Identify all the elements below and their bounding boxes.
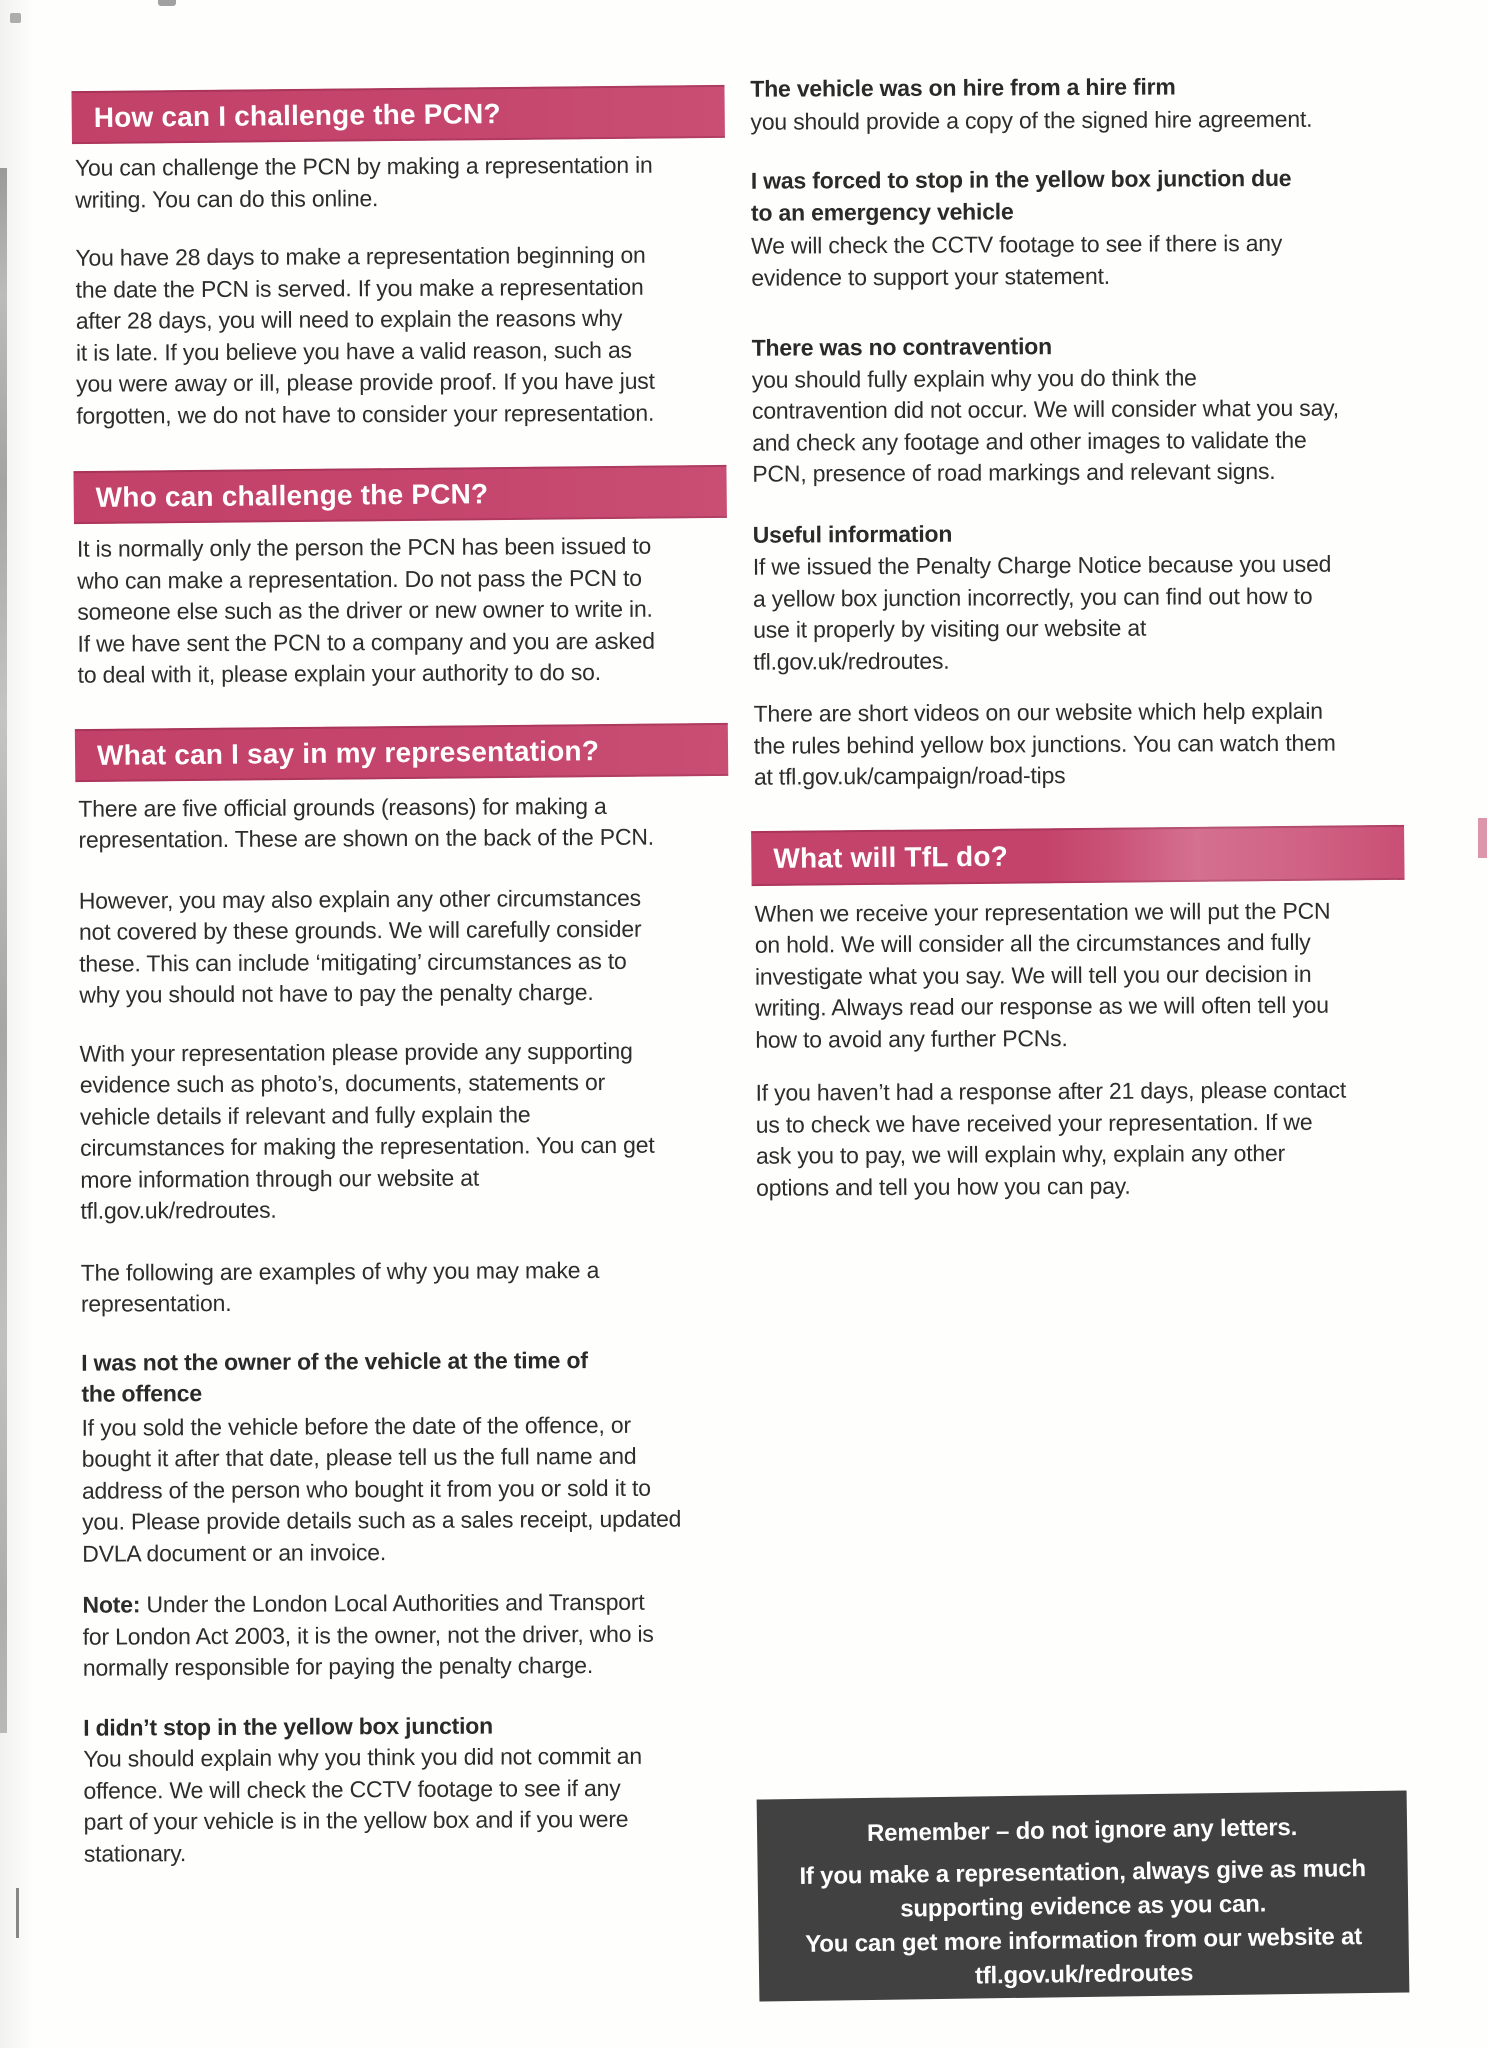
- paragraph-challenge-in-writing: You can challenge the PCN by making a representation in writing. You can do this online.: [74, 151, 653, 213]
- subheading-no-contravention: There was no contravention: [751, 333, 1052, 361]
- subheading-forced-to-stop: I was forced to stop in the yellow box junction due to an emergency vehicle: [750, 164, 1292, 226]
- paragraph-no-response-21-days: If you haven’t had a response after 21 days, please contact us to check we have received your representation. If we ask you to pay, we will explain why, explain any other options and tell you how you can pay.: [755, 1076, 1347, 1201]
- note-text: Under the London Local Authorities and Transport for London Act 2003, it is the owner, not the driver, who is normally responsible for paying the penalty charge.: [82, 1588, 654, 1681]
- section-header-how-can-i-challenge: [71, 85, 724, 144]
- paragraph-supporting-evidence: With your representation please provide any supporting evidence such as photo’s, documents, statements or vehicle details if relevant and fully explain the circumstances for making the representation. You can get more information through our website at tfl.gov.uk/redroutes.: [79, 1037, 655, 1224]
- paragraph-explain-no-offence: You should explain why you think you did not commit an offence. We will check the CCTV footage to see if any part of your vehicle is in the yellow box and if you were stationary.: [83, 1742, 642, 1867]
- paragraph-pcn-on-hold: When we receive your representation we will put the PCN on hold. We will consider all the circumstances and fully investigate what you say. We will tell you our decision in writing. Always read our response as we will often tell you how to avoid any further PCNs.: [754, 897, 1331, 1053]
- subheading-vehicle-on-hire: The vehicle was on hire from a hire firm: [750, 73, 1176, 102]
- section-header-what-can-i-say: [75, 722, 728, 781]
- paragraph-five-official-grounds: There are five official grounds (reasons) for making a representation. These are shown on the back of the PCN.: [78, 792, 654, 853]
- paragraph-yellow-box-website: If we issued the Penalty Charge Notice because you used a yellow box junction incorrectly, you can find out how to use it properly by visiting our website at tfl.gov.uk/redroutes.: [752, 550, 1332, 675]
- paragraph-other-circumstances: However, you may also explain any other circumstances not covered by these grounds. We will carefully consider these. This can include ‘mitigating’ circumstances as to why you should not have to pay the penalty charge.: [78, 884, 642, 1008]
- subheading-didnt-stop: I didn’t stop in the yellow box junction: [83, 1712, 494, 1741]
- reminder-line-supporting-evidence: If you make a representation, always give as much supporting evidence as you can.: [799, 1855, 1367, 1923]
- scan-line-artifact: [16, 1888, 19, 1938]
- section-header-what-will-tfl-do: [751, 824, 1404, 885]
- section-header-label: What can I say in my representation?: [96, 734, 600, 771]
- paragraph-cctv-evidence: We will check the CCTV footage to see if there is any evidence to support your statement.: [751, 229, 1283, 291]
- reminder-line-website: You can get more information from our website at tfl.gov.uk/redroutes: [805, 1923, 1363, 1990]
- left-column: [74, 0, 734, 1870]
- scan-edge-artifact: [0, 168, 7, 1733]
- paragraph-short-videos: There are short videos on our website which help explain the rules behind yellow box junctions. You can watch them at tfl.gov.uk/campaign/road-tips: [753, 697, 1336, 790]
- scan-speck-artifact: [10, 13, 21, 23]
- scan-pink-edge-artifact: [1478, 818, 1487, 858]
- section-header-who-can-challenge: [73, 465, 726, 524]
- paragraph-who-can-make-representation: It is normally only the person the PCN has been issued to who can make a representation. Do not pass the PCN to someone else such as the driver or new owner to write in. If we have sent the PCN to a company and you are asked to deal with it, please explain your authority to do so.: [76, 532, 655, 688]
- note-label: Note:: [82, 1591, 141, 1618]
- paragraph-hire-agreement: you should provide a copy of the signed hire agreement.: [750, 105, 1313, 135]
- section-header-label: How can I challenge the PCN?: [93, 98, 501, 133]
- paragraph-note-owner-responsible: [82, 1586, 732, 1684]
- reminder-line-do-not-ignore: Remember – do not ignore any letters.: [866, 1814, 1298, 1848]
- paragraph-explain-contravention: you should fully explain why you do think the contravention did not occur. We will consider what you say, and check any footage and other images to validate the PCN, presence of road markings and relevant signs.: [751, 363, 1339, 487]
- paragraph-examples-intro: The following are examples of why you may make a representation.: [80, 1256, 600, 1317]
- reminder-box: [757, 1790, 1410, 2001]
- section-header-label: What will TfL do?: [773, 840, 1009, 874]
- subheading-not-the-owner: I was not the owner of the vehicle at the time of the offence: [81, 1346, 588, 1407]
- paragraph-sold-vehicle: If you sold the vehicle before the date of the offence, or bought it after that date, please tell us the full name and address of the person who bought it from you or sold it to you. Please provide details such as a sales receipt, updated DVLA document or an invoice.: [81, 1411, 682, 1567]
- right-column: [750, 0, 1406, 1204]
- subheading-useful-information: Useful information: [752, 520, 953, 548]
- paragraph-28-days: You have 28 days to make a representation beginning on the date the PCN is served. If you make a representation after 28 days, you will need to explain the reasons why it is late. If you believe you have a valid reason, such as you were away or ill, please provide proof. If you have just forgotten, we do not have to consider your representation.: [75, 241, 655, 429]
- section-header-label: Who can challenge the PCN?: [95, 478, 489, 513]
